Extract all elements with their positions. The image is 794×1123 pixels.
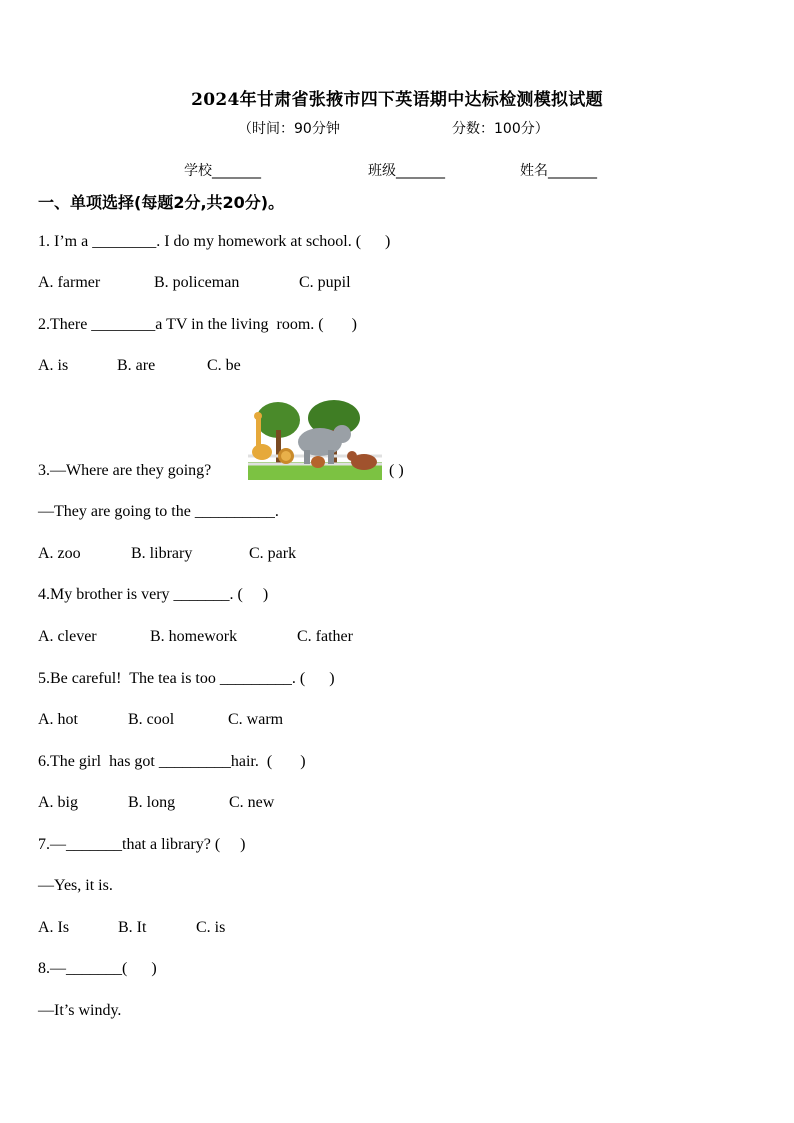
question-7-answer-line: —Yes, it is. [38,877,113,894]
question-6-stem: 6.The girl has got _________hair. ( ) [38,753,306,770]
question-3-option-c: C. park [249,545,297,562]
question-7-option-c: C. is [196,919,226,936]
question-4-option-c: C. father [297,628,353,645]
question-3-option-b: B. library [131,545,193,562]
question-5-stem: 5.Be careful! The tea is too _________. ( ) [38,670,335,687]
question-5-option-a: A. hot [38,711,78,728]
name-field: 姓名_______ [520,163,597,179]
question-5-option-b: B. cool [128,711,175,728]
question-2-option-a: A. is [38,357,69,374]
question-6-option-c: C. new [229,794,275,811]
class-field: 班级_______ [368,163,445,179]
question-8-answer-line: —It’s windy. [38,1002,122,1019]
question-2-stem: 2.There ________a TV in the living room. ( ) [38,316,357,333]
question-2-option-b: B. are [117,357,156,374]
question-6-option-a: A. big [38,794,78,811]
question-4-stem: 4.My brother is very _______. ( ) [38,586,269,603]
zoo-animals-illustration [248,400,382,480]
page-title: 2024年甘肃省张掖市四下英语期中达标检测模拟试题 [191,90,603,110]
section-heading: 一、单项选择(每题2分,共20分)。 [38,193,285,212]
exam-score: 分数：100分） [452,121,549,137]
question-1-option-c: C. pupil [299,274,351,291]
question-3-stem: 3.—Where are they going? [38,462,212,479]
question-7-option-a: A. Is [38,919,70,936]
question-7-stem: 7.—_______that a library? ( ) [38,836,246,853]
question-3-paren: ( ) [389,462,404,479]
question-5-option-c: C. warm [228,711,284,728]
exam-time: （时间：90分钟 [238,121,340,137]
question-1-option-b: B. policeman [154,274,240,291]
question-8-stem: 8.—_______( ) [38,960,157,977]
question-6-option-b: B. long [128,794,176,811]
question-4-option-b: B. homework [150,628,238,645]
question-3-option-a: A. zoo [38,545,81,562]
question-7-option-b: B. It [118,919,147,936]
question-3-answer-line: —They are going to the __________. [38,503,279,520]
school-field: 学校_______ [184,163,261,179]
question-1-option-a: A. farmer [38,274,101,291]
question-4-option-a: A. clever [38,628,97,645]
question-1-stem: 1. I’m a ________. I do my homework at school. ( ) [38,233,391,250]
question-2-option-c: C. be [207,357,241,374]
